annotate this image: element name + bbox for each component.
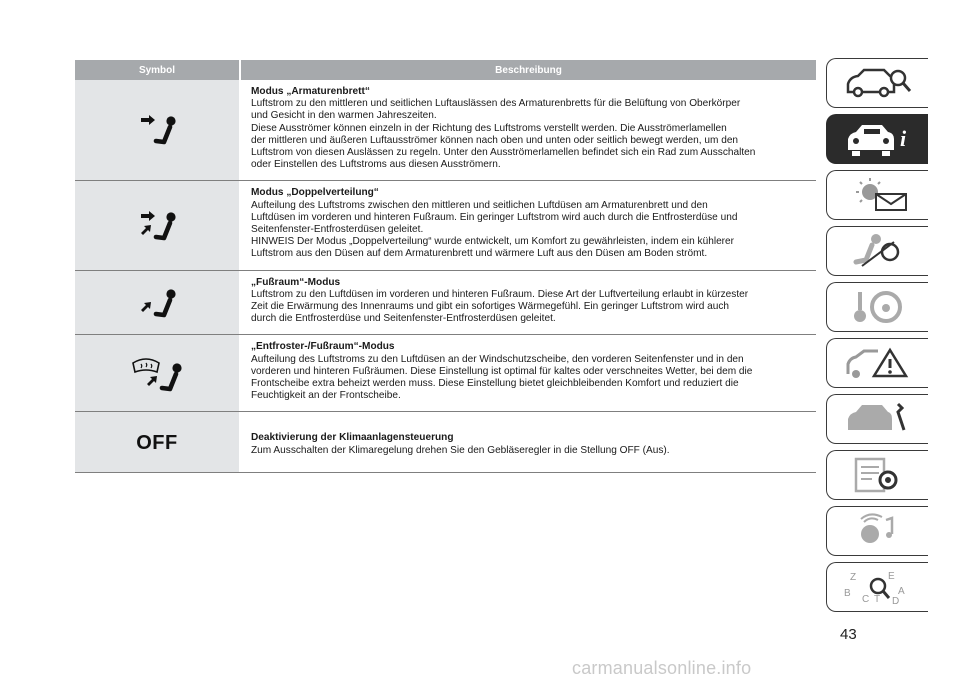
chapter-tab-servicing-maintenance[interactable] bbox=[826, 394, 928, 444]
description-cell bbox=[239, 181, 816, 269]
desc-line: vorderen und hinteren Fußräumen. Diese Einstellung ist optimal für kaltes oder verschneites Wetter, bei dem die bbox=[251, 365, 753, 377]
desc-line: HINWEIS Der Modus „Doppelverteilung“ wurde entwickelt, um Komfort zu gewährleisten, indem ein kühlerer bbox=[251, 236, 735, 248]
svg-text:i: i bbox=[899, 126, 906, 151]
table-row bbox=[75, 181, 816, 270]
desc-line: Luftstrom von diesen Auslässen zu regeln. Unter den Ausströmerlamellen befindet sich ein Rad zum Ausschalten bbox=[251, 147, 756, 159]
chapter-tab-instrument-panel[interactable] bbox=[826, 170, 928, 220]
table-row bbox=[75, 80, 816, 181]
mode-title: „Entfroster-/Fußraum“-Modus bbox=[251, 341, 395, 353]
header-description: Beschreibung bbox=[239, 60, 816, 80]
watermark: carmanualsonline.info bbox=[572, 658, 752, 678]
airflow-panel-icon bbox=[137, 112, 177, 148]
symbol-cell bbox=[75, 181, 239, 269]
off-label: OFF bbox=[136, 432, 178, 455]
symbol-cell bbox=[75, 335, 239, 411]
chapter-tab-technical-specifications[interactable] bbox=[826, 450, 928, 500]
desc-line: Zum Ausschalten der Klimaregelung drehen Sie den Gebläseregler in die Stellung OFF (Aus). bbox=[251, 444, 670, 456]
table-row bbox=[75, 271, 816, 336]
airflow-bilevel-icon bbox=[137, 208, 177, 244]
desc-line: Seitenfenster-Entfrosterdüsen geleitet. bbox=[251, 224, 424, 236]
warning-light-message-icon bbox=[842, 176, 914, 214]
desc-line: durch die Entfrosterdüse und Seitenfenster-Entfrosterdüsen geleitet. bbox=[251, 313, 556, 325]
svg-text:A: A bbox=[897, 586, 905, 597]
desc-line: Diese Ausströmer können einzeln in der Richtung des Luftstroms verstellt werden. Die Ausströmerlamellen bbox=[251, 122, 727, 134]
index-search-icon bbox=[842, 568, 914, 606]
chapter-tab-in-case-of-emergency[interactable] bbox=[826, 338, 928, 388]
mode-title: Modus „Doppelverteilung“ bbox=[251, 187, 379, 199]
chapter-tab-safety[interactable] bbox=[826, 226, 928, 276]
chapter-tab-multimedia[interactable] bbox=[826, 506, 928, 556]
chapter-tab-starting-operating[interactable] bbox=[826, 282, 928, 332]
mode-title: „Fußraum“-Modus bbox=[251, 276, 341, 288]
desc-line: Luftstrom zu den Luftdüsen im vorderen und hinteren Fußraum. Diese Art der Luftverteilung erlaubt in kürzester bbox=[251, 288, 749, 300]
desc-line: Feuchtigkeit an der Frontscheibe. bbox=[251, 390, 401, 402]
svg-text:T: T bbox=[873, 594, 880, 605]
desc-line: der mittleren und äußeren Luftausströmer können nach oben und unten oder seitlich bewegt werden, um den bbox=[251, 134, 739, 146]
description-cell bbox=[239, 335, 816, 411]
description-cell bbox=[239, 80, 816, 180]
svg-text:C: C bbox=[861, 594, 869, 605]
desc-line: Luftdüsen im vorderen und hinteren Fußraum. Ein geringer Luftstrom wird auch durch die Entfrosterdüse und bbox=[251, 211, 738, 223]
svg-text:Z: Z bbox=[849, 572, 856, 583]
airflow-floor-icon bbox=[137, 285, 177, 321]
chapter-tab-index[interactable] bbox=[826, 562, 928, 612]
climate-mode-table bbox=[75, 60, 816, 473]
desc-line: Luftstrom zu den mittleren und seitlichen Luftauslässen des Armaturenbretts für die Belüftung von Oberkörper bbox=[251, 98, 741, 110]
desc-line: Aufteilung des Luftstroms zu den Luftdüsen an der Windschutzscheibe, den vorderen Seitenfenster und in den bbox=[251, 353, 744, 365]
table-header bbox=[75, 60, 816, 80]
desc-line: Aufteilung des Luftstroms zwischen den mittleren und seitlichen Luftdüsen am Armaturenbrett und den bbox=[251, 199, 708, 211]
description-cell bbox=[239, 271, 816, 335]
table-row bbox=[75, 335, 816, 412]
svg-text:B: B bbox=[843, 588, 851, 599]
page-number: 43 bbox=[840, 626, 857, 643]
car-info-icon bbox=[842, 120, 914, 158]
chapter-tabs bbox=[826, 58, 928, 618]
car-wrench-icon bbox=[842, 400, 914, 438]
desc-line: und Gesicht in den warmen Jahreszeiten. bbox=[251, 110, 437, 122]
desc-line: Luftstrom aus den Düsen auf dem Armaturenbrett und wärmere Luft aus den Düsen am Boden strömt. bbox=[251, 248, 708, 260]
spec-sheet-gear-icon bbox=[842, 456, 914, 494]
mode-title: Modus „Armaturenbrett“ bbox=[251, 86, 370, 97]
car-warning-triangle-icon bbox=[842, 344, 914, 382]
car-search-icon bbox=[842, 64, 914, 102]
chapter-tab-getting-to-know-instrument[interactable] bbox=[826, 114, 928, 164]
desc-line: oder Einstellen des Luftstroms aus diesen Ausströmern. bbox=[251, 159, 501, 171]
airbag-seat-icon bbox=[842, 232, 914, 270]
chapter-tab-knowing-vehicle[interactable] bbox=[826, 58, 928, 108]
description-cell bbox=[239, 412, 816, 472]
symbol-cell bbox=[75, 80, 239, 180]
defrost-icon bbox=[133, 359, 159, 372]
desc-line: Zeit die Erwärmung des Innenraums und gibt ein sofortiges Wärmegefühl. Ein geringer Luftstrom wird auch bbox=[251, 301, 730, 313]
table-row bbox=[75, 412, 816, 473]
header-symbol: Symbol bbox=[75, 60, 239, 80]
airflow-defrost-floor-icon bbox=[131, 353, 183, 393]
symbol-cell bbox=[75, 271, 239, 335]
desc-line: Frontscheibe extra beheizt werden muss. Diese Einstellung bietet gleichbleibenden Komfort und reduziert die bbox=[251, 378, 739, 390]
mode-title: Deaktivierung der Klimaanlagensteuerung bbox=[251, 432, 454, 444]
multimedia-icon bbox=[842, 512, 914, 550]
symbol-cell bbox=[75, 412, 239, 472]
key-steering-wheel-icon bbox=[842, 288, 914, 326]
svg-text:D: D bbox=[891, 596, 899, 606]
svg-text:E: E bbox=[887, 571, 895, 582]
